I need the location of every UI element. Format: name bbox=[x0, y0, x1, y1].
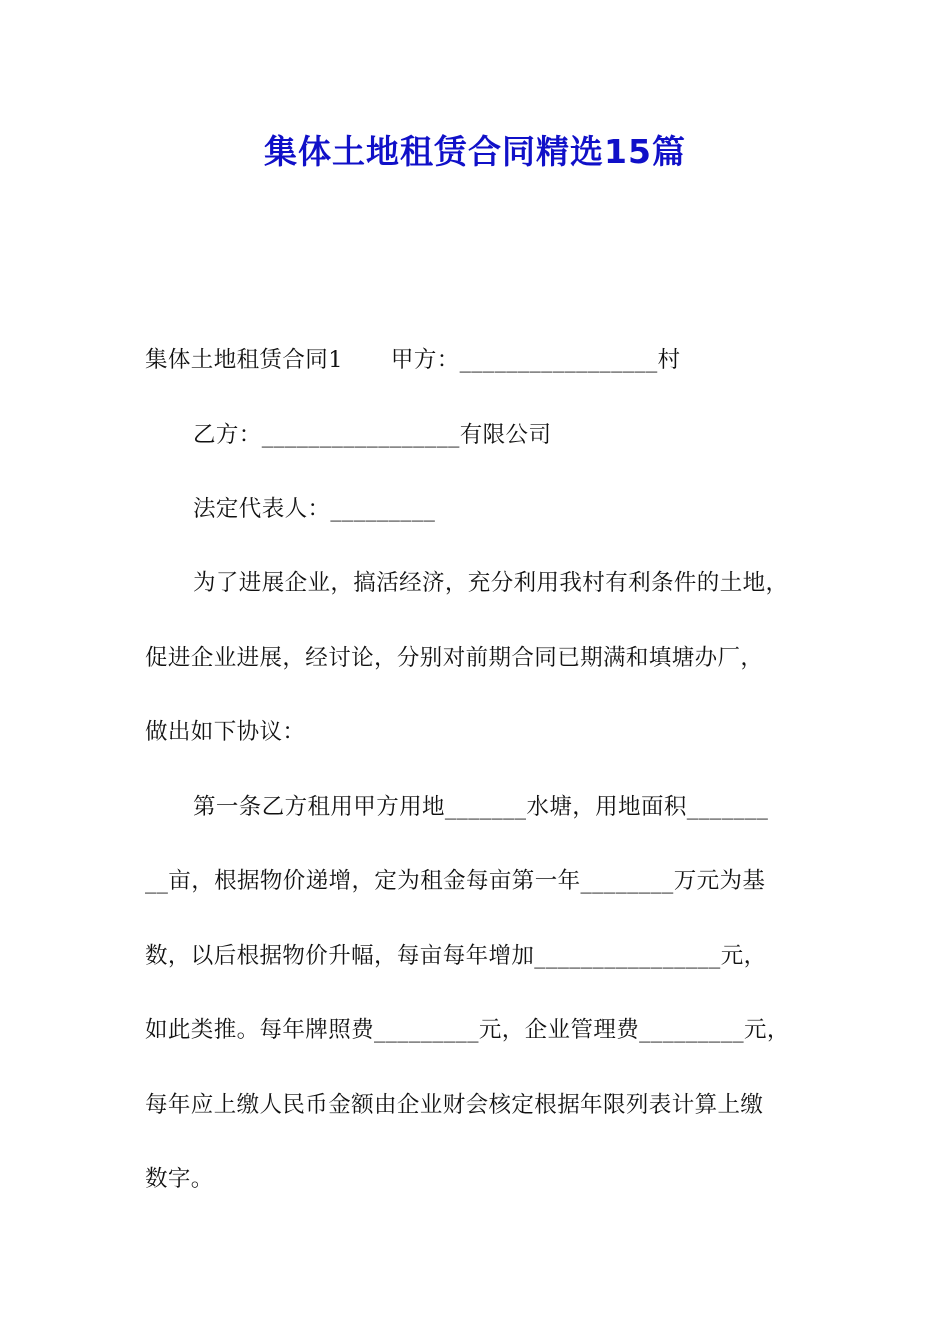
party-a-field: 甲方：_________________村 bbox=[390, 347, 681, 373]
paragraph-line: 促进企业进展，经讨论，分别对前期合同已期满和填塘办厂， bbox=[145, 645, 764, 671]
article-line: 每年应上缴人民币金额由企业财会核定根据年限列表计算上缴 bbox=[145, 1092, 764, 1118]
contract-number: 集体土地租赁合同1 bbox=[145, 347, 343, 373]
article-line: __亩，根据物价递增，定为租金每亩第一年________万元为基 bbox=[145, 868, 766, 894]
paragraph-line: 为了进展企业，搞活经济，充分利用我村有利条件的土地， bbox=[193, 570, 789, 596]
article-line: 数字。 bbox=[145, 1166, 214, 1192]
article-line: 第一条乙方租用甲方用地_______水塘，用地面积_______ bbox=[193, 794, 769, 820]
party-b-field: 乙方：_________________有限公司 bbox=[193, 422, 552, 448]
legal-representative-field: 法定代表人：_________ bbox=[193, 496, 436, 522]
article-line: 如此类推。每年牌照费_________元，企业管理费_________元， bbox=[145, 1017, 790, 1043]
paragraph-line: 做出如下协议： bbox=[145, 719, 306, 745]
article-line: 数，以后根据物价升幅，每亩每年增加________________元， bbox=[145, 943, 767, 969]
contract-heading-line bbox=[145, 345, 835, 375]
document-title: 集体土地租赁合同精选15篇 bbox=[264, 132, 686, 171]
